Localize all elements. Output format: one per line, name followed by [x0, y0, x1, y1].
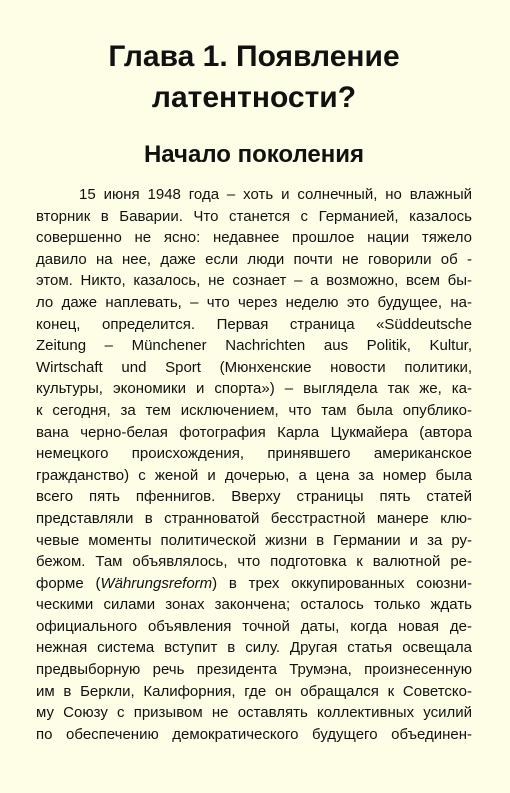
chapter-title	[36, 36, 472, 118]
text-line	[36, 573, 472, 595]
italic-term: Währungsreform	[100, 574, 213, 592]
text-line: вторник в Баварии. Что станется с Германией, казалось	[36, 207, 472, 225]
text-segment: форме (	[36, 574, 101, 592]
text-line: конец, определится. Первая страница «Süddeutsche	[36, 315, 472, 333]
text-line: по обеспечению демократического будущего объединен-	[36, 725, 472, 743]
text-line: давило на нее, даже если люди почти не говорили об -	[36, 250, 472, 268]
text-line: официального объявления точной даты, когда новая де-	[36, 617, 472, 635]
text-line: ло даже наплевать, – что через неделю это будущее, на-	[36, 293, 472, 311]
chapter-title-line-1: Глава 1. Появление	[108, 40, 400, 73]
text-line: Wirtschaft und Sport (Мюнхенские новости политики,	[36, 358, 472, 376]
section-title: Начало поколения	[143, 141, 365, 168]
text-line: всего пять пфеннигов. Вверху страницы пять статей	[36, 488, 472, 506]
text-line: бежом. Там объявлялось, что подготовка к валютной ре-	[36, 553, 472, 571]
text-line: 15 июня 1948 года – хоть и солнечный, но влажный	[79, 186, 472, 203]
chapter-title-line-2: латентности?	[151, 81, 357, 114]
text-line: Zeitung – Münchener Nachrichten aus Politik, Kultur,	[36, 337, 472, 355]
text-line: немецкого происхождения, принявшего американское	[36, 445, 472, 463]
text-line: к сегодня, за тем исключением, что там была опублико-	[36, 401, 472, 419]
text-line: культуры, экономики и спорта») – выглядела так же, ка-	[36, 380, 472, 398]
text-line: им в Беркли, Калифорния, где он обращался к Советско-	[36, 682, 472, 700]
text-line: совершенно не ясно: недавнее прошлое нации тяжело	[36, 229, 472, 247]
text-line: му Союзу с призывом не оставлять коллективных усилий	[36, 704, 472, 722]
text-line: предвыборную речь президента Трумэна, произнесенную	[36, 661, 472, 679]
text-line: гражданство) с женой и дочерью, а цена за номер была	[36, 466, 472, 484]
text-line: вана черно-белая фотография Карла Цукмайера (автора	[36, 423, 472, 441]
text-line: представляли в странноватой бесстрастной манере клю-	[36, 509, 472, 527]
text-segment: ) в трех оккупированных союзни-	[212, 574, 472, 592]
text-line: чевые моменты политической жизни в Германии и за ру-	[36, 531, 472, 549]
text-line: ческими силами зонах закончена; осталось только ждать	[36, 596, 472, 614]
text-line: нежная система вступит в силу. Другая статья освещала	[36, 639, 472, 657]
body-text	[36, 184, 472, 745]
text-line: этом. Никто, казалось, не сознает – а возможно, всем бы-	[36, 272, 472, 290]
